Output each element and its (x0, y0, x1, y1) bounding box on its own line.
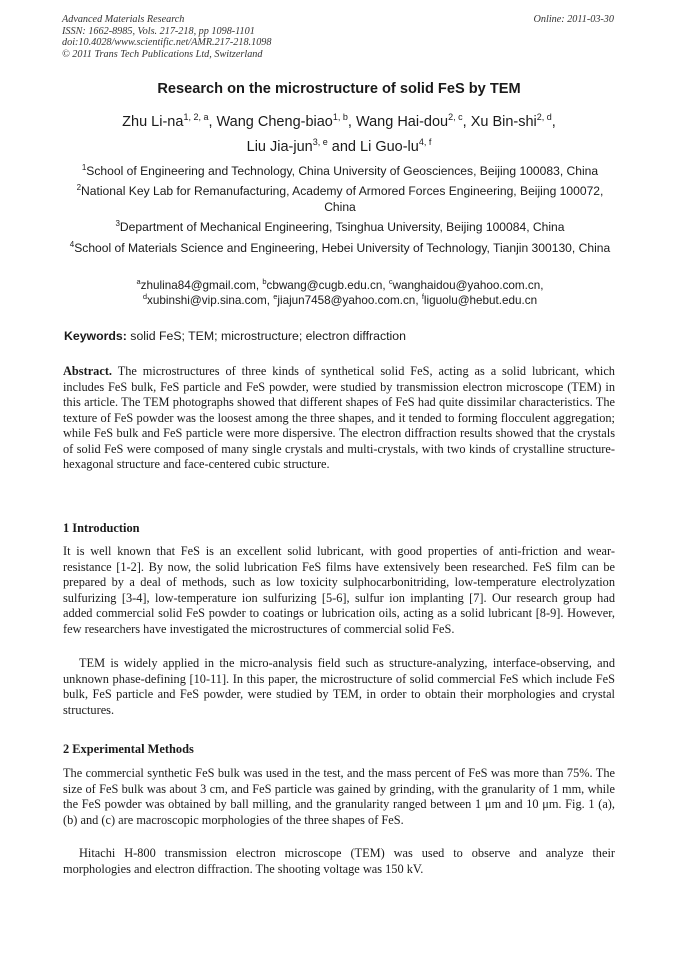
email-mark: e (273, 292, 278, 301)
affiliation (60, 164, 620, 180)
author-line-2 (0, 139, 678, 155)
paragraph: TEM is widely applied in the micro-analysis field such as structure-analyzing, interface-observing, and unknown phase-defining [10-11]. In this paper, the microstructure of solid commercial FeS which include FeS bulk, FeS particle and FeS powder, were studied by TEM, in order to obtain their morphologies and crystal structures. (63, 656, 615, 717)
affiliation-text: School of Engineering and Technology, China University of Geosciences, Beijing 100083, China (86, 164, 599, 178)
journal-doi: doi:10.4028/www.scientific.net/AMR.217-218.1098 (62, 37, 272, 49)
email-mark: c (388, 277, 393, 286)
affiliation (60, 184, 620, 215)
paragraph: Hitachi H-800 transmission electron microscope (TEM) was used to observe and analyze their morphologies and electron diffraction. The shooting voltage was 150 kV. (63, 846, 615, 876)
affiliation-text: Department of Mechanical Engineering, Tsinghua University, Beijing 100084, China (119, 220, 565, 234)
email-link[interactable]: zhulina84@gmail.com (140, 279, 256, 292)
section-heading: 2 Experimental Methods (63, 742, 194, 756)
author-mark: 4, f (418, 137, 432, 147)
author-name: Wang Hai-dou (355, 114, 449, 130)
abstract-text: The microstructures of three kinds of synthetical solid FeS, acting as a solid lubricant, which includes FeS bulk, FeS particle and FeS powder, were studied by transmission electron microscope (TEM) in this article. The TEM photographs showed that different shapes of FeS had quite dissimilar characteristics. The texture of FeS powder was the loosest among the three shapes, and it tended to forming flocculent aggregation; while FeS bulk and FeS particle were more dispersive. The electron diffraction results showed that the crystals of solid FeS were composed of many single crystals and multi-crystals, with two kinds of crystalline structure- hexagonal structure and face-centered cubic structure. (63, 364, 615, 472)
paragraph: It is well known that FeS is an excellent solid lubricant, with good properties of anti-friction and wear-resistance [1-2]. By now, the solid lubrication FeS films have extensively been researched. FeS film can be prepared by a deal of methods, such as low toxicity sulphocarbonitriding, low-temperature electrolyzation sulfurizing [3-4], low-temperature ion sulfurizing [5-6], sulfur ion implanting [7]. Our research group had added commercial solid FeS powder to coatings or lubrication oils, acting as a solid lubricant [8-9]. However, few researchers have investigated the microstructures of commercial solid FeS. (63, 544, 615, 636)
author-name: Li Guo-lu (360, 139, 419, 155)
email-link[interactable]: xubinshi@vip.sina.com (147, 294, 267, 307)
author-mark: 3, e (312, 137, 328, 147)
section-heading: 1 Introduction (63, 521, 140, 535)
author-joiner: and (331, 139, 356, 155)
author-name: Wang Cheng-biao (216, 114, 333, 130)
email-mark: b (262, 277, 267, 286)
affiliation-text: School of Materials Science and Engineering, Hebei University of Technology, Tianjin 300130, China (74, 241, 611, 255)
author-mark: 2, d (536, 112, 552, 122)
paper-title: Research on the microstructure of solid FeS by TEM (157, 81, 521, 97)
email-link[interactable]: cbwang@cugb.edu.cn (266, 279, 383, 292)
online-date: Online: 2011-03-30 (533, 14, 614, 25)
email-line-2: $^d$xubinshi@vip.sina.com, $^e$jiajun7458@yahoo.com.cn, $^f$liguolu@hebut.edu.cn (142, 292, 538, 307)
author-name: Liu Jia-jun (246, 139, 313, 155)
affiliation (60, 241, 620, 257)
email-mark: d (142, 292, 148, 301)
email-line-1: $^a$zhulina84@gmail.com, $^b$cbwang@cugb.edu.cn, $^c$wanghaidou@yahoo.com.cn, (136, 277, 544, 292)
affiliation-mark: 4 (69, 240, 75, 249)
email-link[interactable]: liguolu@hebut.edu.cn (423, 294, 538, 307)
email-mark: f (421, 292, 424, 301)
author-mark: 1, 2, a (183, 112, 209, 122)
journal-name: Advanced Materials Research (62, 14, 185, 25)
affiliation-mark: 3 (115, 219, 120, 228)
email-link[interactable]: wanghaidou@yahoo.com.cn (392, 279, 541, 292)
affiliation-mark: 1 (81, 163, 87, 172)
journal-copyright: © 2011 Trans Tech Publications Ltd, Switzerland (62, 48, 263, 60)
abstract (63, 364, 615, 473)
author-name: Xu Bin-shi (470, 114, 537, 130)
paragraph: The commercial synthetic FeS bulk was used in the test, and the mass percent of FeS was more than 75%. The size of FeS bulk was about 3 cm, and FeS particle was gained by grinding, with the granularity of 1 mm, while the FeS powder was obtained by ball milling, and the granularity ranged between 1 μm and 10 μm. Fig. 1 (a), (b) and (c) are macroscopic morphologies of the three shapes of FeS. (63, 766, 615, 827)
abstract-label: Abstract. (63, 364, 113, 378)
journal-issn: ISSN: 1662-8985, Vols. 217-218, pp 1098-1101 (62, 25, 255, 37)
email-mark: a (136, 277, 141, 286)
author-line-1: Zhu Li-na$^{1, 2, a}$, Wang Cheng-biao$^{1, b}$, Wang Hai-dou$^{2, c}$, Xu Bin-shi$^{2, d}$, (122, 112, 556, 130)
author-mark: 2, c (448, 112, 463, 122)
keywords-text: solid FeS; TEM; microstructure; electron diffraction (130, 329, 406, 343)
journal-header (62, 14, 271, 60)
affiliation-text: National Key Lab for Remanufacturing, Academy of Armored Forces Engineering, Beijing 100072, China (81, 184, 604, 214)
author-mark: 1, b (332, 112, 348, 122)
keywords (64, 329, 406, 343)
keywords-label: Keywords: (64, 329, 127, 343)
affiliation-mark: 2 (76, 183, 82, 192)
email-link[interactable]: jiajun7458@yahoo.com.cn (277, 294, 416, 307)
author-name: Zhu Li-na (122, 114, 184, 130)
affiliation (60, 220, 620, 236)
